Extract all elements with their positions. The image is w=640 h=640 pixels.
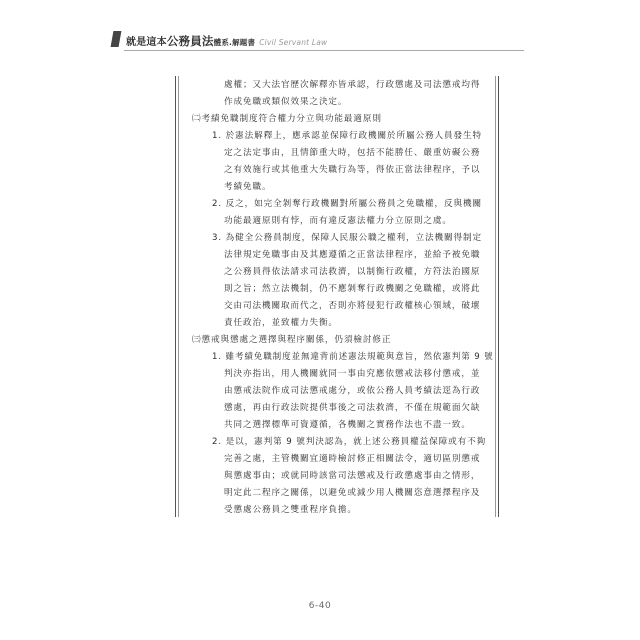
text-line: 交由司法機關取而代之，否則亦將侵犯行政權核心領域，破壞 [224,301,481,311]
text-line: 判決亦指出，用人機關就同一事由究應依懲戒法移付懲戒，並 [224,369,481,379]
text-line: 之有效施行或其他重大失職行為等，得依正當法律程序，予以 [224,165,481,175]
exclamation-mark-logo [111,31,122,47]
text-line: 由懲戒法院作成司法懲戒處分，或依公務人員考績法逕為行政 [224,386,481,396]
list-item: 2. 是以，憲判第 9 號判決認為，就上述公務員權益保障或有不夠 [212,437,487,447]
text-line: 功能最適原則有悖，而有違反憲法權力分立原則之虞。 [224,216,452,226]
page-number: 6-40 [308,601,332,611]
text-line: 受懲處公務員之雙重程序負擔。 [224,505,357,515]
text-line: 完善之處，主管機關宜適時檢討修正相關法令，適切區別懲戒 [224,454,481,464]
section-heading-2: ㈡考績免職制度符合權力分立與功能最適原則 [192,114,382,124]
text-line: 共同之選擇標準可資遵循，各機關之實務作法也不盡一致。 [224,420,471,430]
text-line: 法律規定免職事由及其應遵循之正當法律程序，並給予被免職 [224,250,481,260]
list-item: 1. 雖考績免職制度並無違背前述憲法規範與意旨，然依憲判第 9 號 [212,352,494,362]
title-english: Civil Servant Law [259,38,328,47]
list-item: 2. 反之，如完全剝奪行政機關對所屬公務員之免職權，反與機關 [212,199,482,209]
text-line: 考績免職。 [224,182,272,192]
book-title [126,33,327,49]
list-item: 1. 於憲法解釋上，應承認並保障行政機關於所屬公務人員發生特 [212,131,482,141]
header-rule [124,50,524,51]
text-frame [175,76,499,517]
text-line: 與懲處事由；或就同時該當司法懲戒及行政懲處事由之情形， [224,471,481,481]
text-line: 責任政治，並致權力失衡。 [224,318,338,328]
text-line: 定之法定事由，且情節重大時，包括不能勝任、嚴重妨礙公務 [224,148,481,158]
section-heading-3: ㈢懲戒與懲處之選擇與程序關係，仍須檢討修正 [192,335,392,345]
title-main: 公務員法 [166,34,214,48]
text-line: 明定此二程序之關係，以避免或減少用人機關恣意選擇程序及 [224,488,481,498]
text-line: 則之旨；然立法機制，仍不應剝奪行政機關之免職權，或將此 [224,284,481,294]
list-item: 3. 為健全公務員制度，保障人民服公職之權利，立法機關得制定 [212,233,482,243]
text-line: 作成免職或類似效果之決定。 [224,97,348,107]
title-lead: 就是這本 [126,37,167,48]
text-line: 處權；又大法官歷次解釋亦皆承認，行政懲處及司法懲戒均得 [224,80,481,90]
title-sub: 體系.解題書 [213,38,256,47]
text-line: 之公務員得依法請求司法救濟，以制衡行政權，方符法治國原 [224,267,481,277]
text-line: 懲處，再由行政法院提供事後之司法救濟，不僅在規範面欠缺 [224,403,481,413]
running-header [112,28,532,50]
